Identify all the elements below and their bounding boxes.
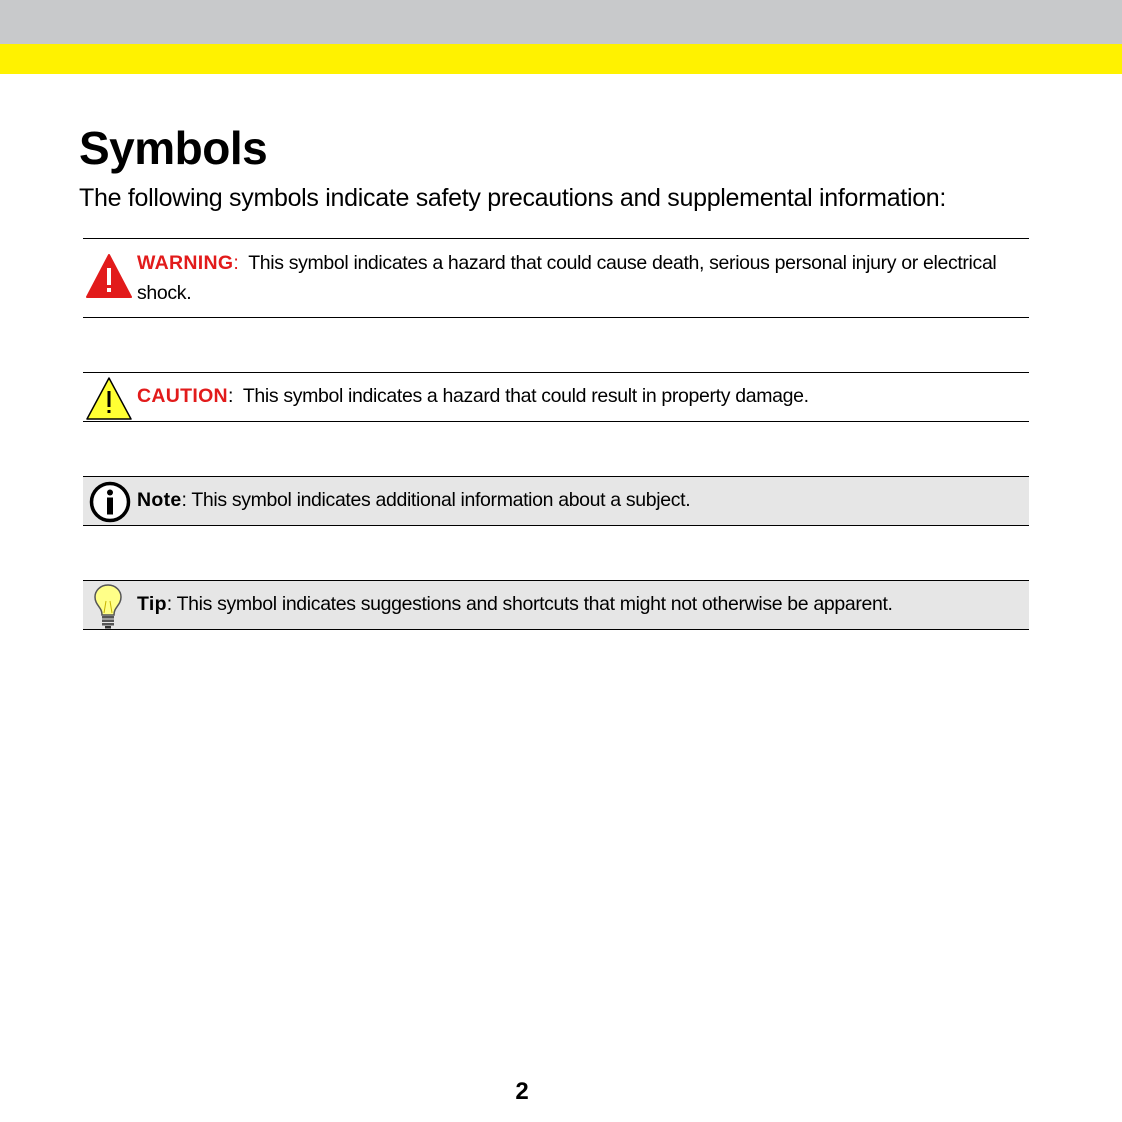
tip-notice (83, 580, 1029, 630)
header-gray-band (0, 0, 1122, 44)
caution-text: CAUTION: This symbol indicates a hazard that could result in property damage. (137, 385, 809, 407)
caution-notice (83, 372, 1029, 422)
warning-description: This symbol indicates a hazard that could cause death, serious personal injury or electrical shock. (137, 252, 997, 304)
warning-triangle-red-icon (85, 253, 133, 304)
lightbulb-icon (93, 583, 123, 634)
tip-description: This symbol indicates suggestions and shortcuts that might not otherwise be apparent. (176, 593, 893, 615)
page-title: Symbols (79, 122, 268, 174)
page-number: 2 (515, 1078, 529, 1105)
warning-text: WARNING: This symbol indicates a hazard that could cause death, serious personal injury or electrical shock. (137, 252, 997, 304)
tip-text: Tip: This symbol indicates suggestions and shortcuts that might not otherwise be apparent. (137, 593, 893, 615)
tip-label: Tip (137, 593, 167, 615)
note-description: This symbol indicates additional information about a subject. (191, 489, 691, 511)
header-yellow-band (0, 44, 1122, 74)
note-notice (83, 476, 1029, 526)
info-circle-icon (89, 481, 131, 528)
note-text: Note: This symbol indicates additional information about a subject. (137, 489, 691, 511)
warning-notice (83, 238, 1029, 318)
intro-text: The following symbols indicate safety precautions and supplemental information: (79, 184, 947, 212)
note-label: Note (137, 489, 182, 511)
caution-triangle-yellow-icon (85, 375, 133, 426)
caution-description: This symbol indicates a hazard that could result in property damage. (242, 385, 809, 407)
warning-label: WARNING (137, 252, 234, 274)
caution-label: CAUTION (137, 385, 228, 407)
